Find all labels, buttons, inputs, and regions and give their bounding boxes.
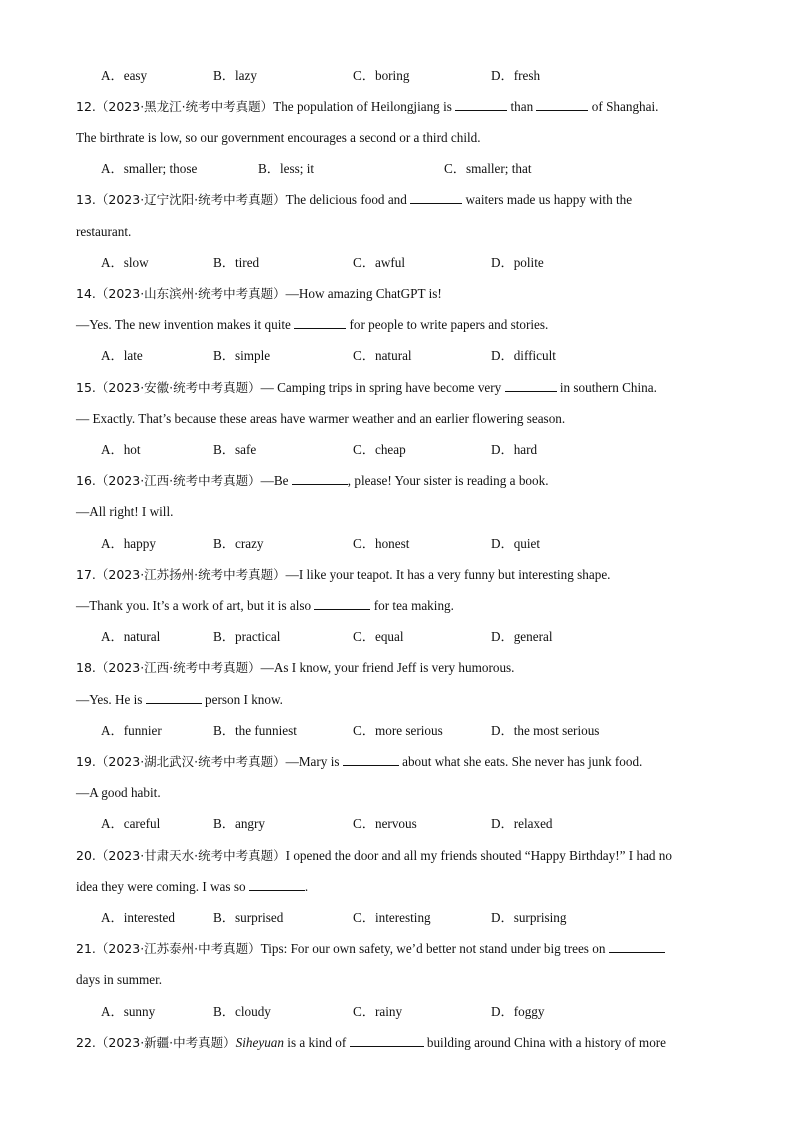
q18-text-1: —As I know, your friend Jeff is very humorous.	[260, 660, 515, 675]
q22-stem	[76, 1035, 666, 1051]
q12-text-2: than	[510, 99, 534, 114]
q19-stem	[76, 754, 642, 770]
q14-stem-line2	[76, 317, 548, 333]
q21-stem-line2: days in summer.	[76, 972, 163, 987]
q15-option-a[interactable]: A．hot	[101, 442, 141, 457]
q14-text-3: for people to write papers and stories.	[349, 317, 549, 332]
q13-option-b[interactable]: B．tired	[213, 255, 260, 270]
q16-option-a[interactable]: A．happy	[101, 536, 156, 551]
q20-source: 20.（2023·甘肃天水·统考中考真题）	[76, 848, 286, 863]
q15-option-d[interactable]: D．hard	[491, 442, 538, 457]
q17-stem-line2	[76, 598, 454, 614]
q14-blank	[294, 317, 346, 329]
q18-text-3: person I know.	[205, 692, 283, 707]
q15-stem	[76, 380, 657, 396]
q17-stem	[76, 567, 610, 583]
q18-option-a[interactable]: A．funnier	[101, 723, 162, 738]
q18-source: 18.（2023·江西·统考中考真题）	[76, 660, 261, 675]
q22-text-3: building around China with a history of more	[426, 1035, 667, 1050]
q22-source: 22.（2023·新疆·中考真题）	[76, 1035, 236, 1050]
q14-option-c[interactable]: C．natural	[353, 348, 412, 363]
q18-option-d[interactable]: D．the most serious	[491, 723, 600, 738]
q13-option-d[interactable]: D．polite	[491, 255, 544, 270]
q17-option-b[interactable]: B．practical	[213, 629, 281, 644]
q13-blank	[410, 192, 462, 204]
q21-stem	[76, 941, 665, 957]
q22-text-2: is a kind of	[287, 1035, 347, 1050]
q18-stem	[76, 660, 514, 676]
q19-blank	[343, 754, 399, 766]
q16-stem	[76, 473, 549, 489]
q12-text-3: of Shanghai.	[591, 99, 659, 114]
q14-option-b[interactable]: B．simple	[213, 348, 271, 363]
q15-text-1: — Camping trips in spring have become very	[260, 380, 502, 395]
q15-blank	[505, 380, 557, 392]
q15-stem-line2: — Exactly. That’s because these areas have warmer weather and an earlier flowering season.	[76, 411, 566, 426]
q17-option-a[interactable]: A．natural	[101, 629, 161, 644]
q12-text-1: The population of Heilongjiang is	[273, 99, 452, 114]
q13-stem-line2: restaurant.	[76, 224, 132, 239]
q19-text-2: about what she eats. She never has junk food.	[402, 754, 643, 769]
q11-option-b[interactable]: B．lazy	[213, 68, 257, 83]
q12-option-a[interactable]: A．smaller; those	[101, 161, 198, 176]
q18-blank	[146, 692, 202, 704]
q13-stem	[76, 192, 632, 208]
q14-stem	[76, 286, 442, 302]
q20-option-b[interactable]: B．surprised	[213, 910, 284, 925]
q16-source: 16.（2023·江西·统考中考真题）	[76, 473, 261, 488]
q22-blank	[350, 1035, 424, 1047]
q17-source: 17.（2023·江苏扬州·统考中考真题）	[76, 567, 286, 582]
q18-text-2: —Yes. He is	[76, 692, 143, 707]
q13-option-c[interactable]: C．awful	[353, 255, 406, 270]
q12-stem-line2: The birthrate is low, so our government encourages a second or a third child.	[76, 130, 481, 145]
q20-text-3: .	[304, 879, 309, 894]
q19-option-d[interactable]: D．relaxed	[491, 816, 553, 831]
q15-text-2: in southern China.	[559, 380, 657, 395]
q17-text-1: —I like your teapot. It has a very funny but interesting shape.	[285, 567, 611, 582]
q17-option-c[interactable]: C．equal	[353, 629, 404, 644]
q14-text-1: —How amazing ChatGPT is!	[285, 286, 442, 301]
q18-option-c[interactable]: C．more serious	[353, 723, 443, 738]
q19-option-a[interactable]: A．careful	[101, 816, 161, 831]
q17-option-d[interactable]: D．general	[491, 629, 553, 644]
q19-option-b[interactable]: B．angry	[213, 816, 266, 831]
q12-option-b[interactable]: B．less; it	[258, 161, 315, 176]
q17-text-3: for tea making.	[373, 598, 454, 613]
q16-text-2: , please! Your sister is reading a book.	[347, 473, 549, 488]
q11-option-a[interactable]: A．easy	[101, 68, 148, 83]
q21-option-b[interactable]: B．cloudy	[213, 1004, 271, 1019]
q16-text-1: —Be	[260, 473, 289, 488]
q18-stem-line2	[76, 692, 283, 708]
q19-source: 19.（2023·湖北武汉·统考中考真题）	[76, 754, 286, 769]
q14-option-d[interactable]: D．difficult	[491, 348, 556, 363]
q14-text-2: —Yes. The new invention makes it quite	[76, 317, 291, 332]
q21-option-c[interactable]: C．rainy	[353, 1004, 403, 1019]
q11-option-d[interactable]: D．fresh	[491, 68, 541, 83]
q20-stem-line2	[76, 879, 308, 895]
q20-text-1: I opened the door and all my friends shouted “Happy Birthday!” I had no	[285, 848, 672, 863]
q22-text-1: Siheyuan	[235, 1035, 284, 1050]
q12-stem	[76, 99, 658, 115]
q21-blank	[609, 941, 665, 953]
q17-blank	[314, 598, 370, 610]
q13-option-a[interactable]: A．slow	[101, 255, 149, 270]
q20-option-c[interactable]: C．interesting	[353, 910, 431, 925]
q18-option-b[interactable]: B．the funniest	[213, 723, 297, 738]
q16-option-c[interactable]: C．honest	[353, 536, 410, 551]
q20-option-a[interactable]: A．interested	[101, 910, 175, 925]
q12-source: 12.（2023·黑龙江·统考中考真题）	[76, 99, 274, 114]
q19-option-c[interactable]: C．nervous	[353, 816, 417, 831]
q20-blank	[249, 879, 305, 891]
q20-text-2: idea they were coming. I was so	[76, 879, 246, 894]
q21-option-d[interactable]: D．foggy	[491, 1004, 545, 1019]
q19-stem-line2: —A good habit.	[76, 785, 161, 800]
q20-stem	[76, 848, 672, 864]
q15-source: 15.（2023·安徽·统考中考真题）	[76, 380, 261, 395]
q16-stem-line2: —All right! I will.	[76, 504, 174, 519]
q16-option-d[interactable]: D．quiet	[491, 536, 541, 551]
q13-text-2: waiters made us happy with the	[465, 192, 633, 207]
q21-option-a[interactable]: A．sunny	[101, 1004, 156, 1019]
q14-source: 14.（2023·山东滨州·统考中考真题）	[76, 286, 286, 301]
q11-option-c[interactable]: C．boring	[353, 68, 410, 83]
q16-option-b[interactable]: B．crazy	[213, 536, 264, 551]
q12-blank-1	[455, 99, 507, 111]
q15-option-b[interactable]: B．safe	[213, 442, 257, 457]
q15-option-c[interactable]: C．cheap	[353, 442, 406, 457]
q21-text-1: Tips: For our own safety, we’d better not stand under big trees on	[260, 941, 606, 956]
q21-source: 21.（2023·江苏泰州·中考真题）	[76, 941, 261, 956]
q17-text-2: —Thank you. It’s a work of art, but it is also	[76, 598, 312, 613]
q12-option-c[interactable]: C．smaller; that	[444, 161, 532, 176]
q13-text-1: The delicious food and	[285, 192, 407, 207]
q19-text-1: —Mary is	[285, 754, 340, 769]
q12-blank-2	[536, 99, 588, 111]
q20-option-d[interactable]: D．surprising	[491, 910, 567, 925]
q13-source: 13.（2023·辽宁沈阳·统考中考真题）	[76, 192, 286, 207]
q14-option-a[interactable]: A．late	[101, 348, 143, 363]
q16-blank	[292, 473, 348, 485]
